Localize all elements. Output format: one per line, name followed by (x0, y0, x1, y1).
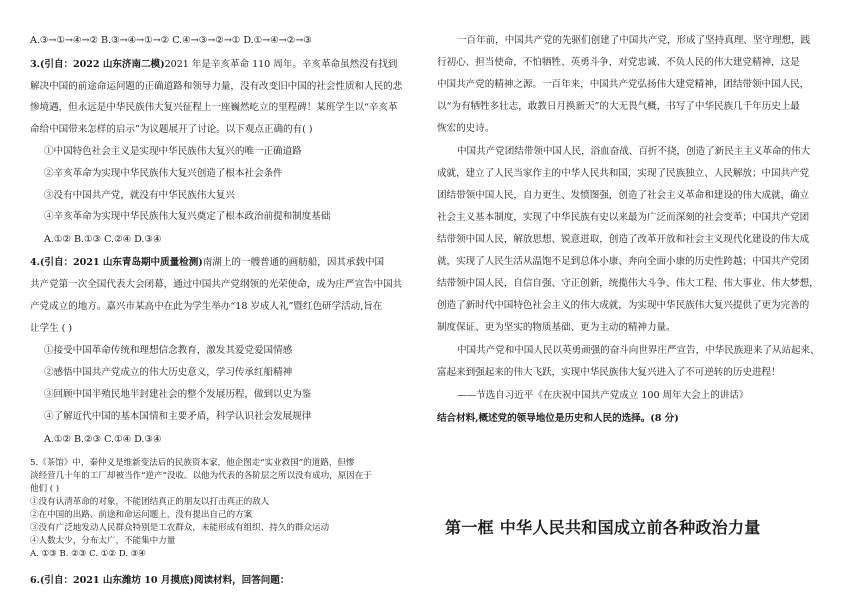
q4-stem-line-2: 共产党第一次全国代表大会闭幕，通过中国共产党纲领的光荣使命，成为庄严宣告中国共 (30, 279, 403, 290)
material-p1-line-1: 一百年前，中国共产党的先驱们创建了中国共产党，形成了坚持真理、坚守理想，践 (457, 35, 811, 46)
q4-stem-text: 南湖上的一艘普通的画舫船，因其承载中国 (202, 257, 385, 268)
q6-stem: 6.(引自：2021 山东潍坊 10 月摸底)阅读材料，回答问题： (30, 575, 290, 586)
material-p3-line-2: 富起来到强起来的伟大飞跃，实现中华民族伟大复兴进入了不可逆转的历史进程！ (437, 367, 781, 378)
q5-stem-line-3: 他们 ( ) (30, 484, 60, 494)
material-p1-line-5: 恢宏的史诗。 (437, 123, 495, 134)
material-p2-line-4: 社会主义基本制度，实现了中华民族有史以来最为广泛而深刻的社会变革；中国共产党团 (437, 212, 810, 223)
material-p2-line-6: 就，实现了人民生活从温饱不足到总体小康、奔向全面小康的历史性跨越；中国共产党团 (437, 256, 810, 267)
q5-option-2: ②在中国的出路、前途和命运问题上，没有提出自己的方案 (30, 510, 253, 520)
q5-stem-line-1: 5.《茶馆》中，秦仲义是维新变法后的民族资本家，他企图走“实业救国”的道路，但惨 (30, 458, 355, 468)
q2-answer-options: A.③→①→④→② B.③→④→①→② C.④→③→②→① D.①→④→②→③ (30, 35, 312, 46)
q5-option-3: ③没有广泛地发动人民群众特别是工农群众，未能形成有组织、持久的群众运动 (30, 523, 330, 533)
q6-question: 结合材料,概述党的领导地位是历史和人民的选择。(8 分) (437, 413, 679, 424)
material-p2-line-8: 创造了新时代中国特色社会主义的伟大成就，为实现中华民族伟大复兴提供了更为完善的 (437, 300, 810, 311)
q3-stem-line-2: 解决中国的前途命运问题的正确道路和领导力量，没有改变旧中国的社会性质和人民的悲 (30, 81, 403, 92)
q3-answer-choices: A.①② B.①③ C.②④ D.③④ (44, 234, 162, 245)
material-p1-line-4: 以“为有牺牲多壮志，敢教日月换新天”的大无畏气概，书写了中华民族几千年历史上最 (437, 101, 800, 112)
q4-option-1: ①接受中国革命传统和理想信念教育，激发其爱党爱国情感 (44, 345, 293, 356)
material-p1-line-3: 中国共产党的精神之源。一百年来，中国共产党弘扬伟大建党精神，团结带领中国人民， (437, 79, 810, 90)
q4-stem-line-4: 让学生 ( ) (30, 323, 73, 334)
q4-stem-line-3: 产党成立的地方。嘉兴市某高中在此为学生举办“18 岁成人礼”暨红色研学活动,旨在 (30, 301, 383, 312)
q5-answer-choices: A. ①③ B. ②③ C. ①② D. ③④ (30, 549, 146, 559)
material-p2-line-2: 成就，建立了人民当家作主的中华人民共和国，实现了民族独立、人民解放；中国共产党 (437, 168, 810, 179)
q4-answer-choices: A.①② B.②③ C.①④ D.③④ (44, 434, 162, 445)
q3-source-tag: 3.(引自：2022 山东济南二模) (30, 59, 165, 70)
material-p2-line-1: 中国共产党团结带领中国人民，浴血奋战、百折不挠，创造了新民主主义革命的伟大 (457, 146, 811, 157)
q4-option-2: ②感悟中国共产党成立的伟大历史意义，学习传承红船精神 (44, 367, 293, 378)
q4-source-tag: 4.(引自：2021 山东青岛期中质量检测) (30, 257, 203, 268)
q3-option-3: ③没有中国共产党，就没有中华民族伟大复兴 (44, 190, 235, 201)
q4-option-4: ④了解近代中国的基本国情和主要矛盾，科学认识社会发展规律 (44, 411, 312, 422)
q3-option-2: ②辛亥革命为实现中华民族伟大复兴创造了根本社会条件 (44, 168, 283, 179)
q5-option-4: ④人数太少，分布太广，不能集中力量 (30, 536, 176, 546)
q4-option-3: ③回顾中国半殖民地半封建社会的整个发展历程，做到以史为鉴 (44, 389, 312, 400)
section-heading: 第一框 中华人民共和国成立前各种政治力量 (445, 518, 761, 537)
material-p2-line-7: 结带领中国人民，自信自强、守正创新，统揽伟大斗争、伟大工程、伟大事业、伟大梦想， (437, 278, 819, 289)
material-source: ——节选自习近平《在庆祝中国共产党成立 100 周年大会上的讲话》 (457, 390, 749, 401)
material-p2-line-5: 结带领中国人民，解放思想、锐意进取，创造了改革开放和社会主义现代化建设的伟大成 (437, 234, 810, 245)
q3-stem-line-4: 命给中国带来怎样的启示”为议题展开了讨论。以下观点正确的有( ) (30, 124, 313, 135)
q3-option-1: ①中国特色社会主义是实现中华民族伟大复兴的唯一正确道路 (44, 146, 302, 157)
q5-option-1: ①没有认清革命的对象，不能团结真正的朋友以打击真正的敌人 (30, 497, 270, 507)
material-p2-line-9: 制度保证、更为坚实的物质基础、更为主动的精神力量。 (437, 322, 676, 333)
q4-stem-line-1 (30, 256, 384, 270)
q3-option-4: ④辛亥革命为实现中华民族伟大复兴奠定了根本政治前提和制度基础 (44, 211, 331, 222)
q3-stem-text: 2021 年是辛亥革命 110 周年。辛亥革命虽然没有找到 (164, 59, 398, 70)
material-p1-line-2: 行初心、担当使命，不怕牺牲、英勇斗争，对党忠诚、不负人民的伟大建党精神，这是 (437, 57, 800, 68)
material-p3-line-1: 中国共产党和中国人民以英勇顽强的奋斗向世界庄严宣告，中华民族迎来了从站起来、 (457, 345, 820, 356)
q3-stem-line-3: 惨境遇，但永远是中华民族伟大复兴征程上一座巍然屹立的里程碑！某班学生以“辛亥革 (30, 102, 398, 113)
q3-stem-line-1 (30, 58, 397, 72)
q5-stem-line-2: 淡经营几十年的工厂却被当作“逆产”没收。以他为代表的各阶层之所以没有成功，原因在于 (30, 471, 372, 481)
material-p2-line-3: 团结带领中国人民，自力更生、发愤图强，创造了社会主义革命和建设的伟大成就，确立 (437, 190, 810, 201)
